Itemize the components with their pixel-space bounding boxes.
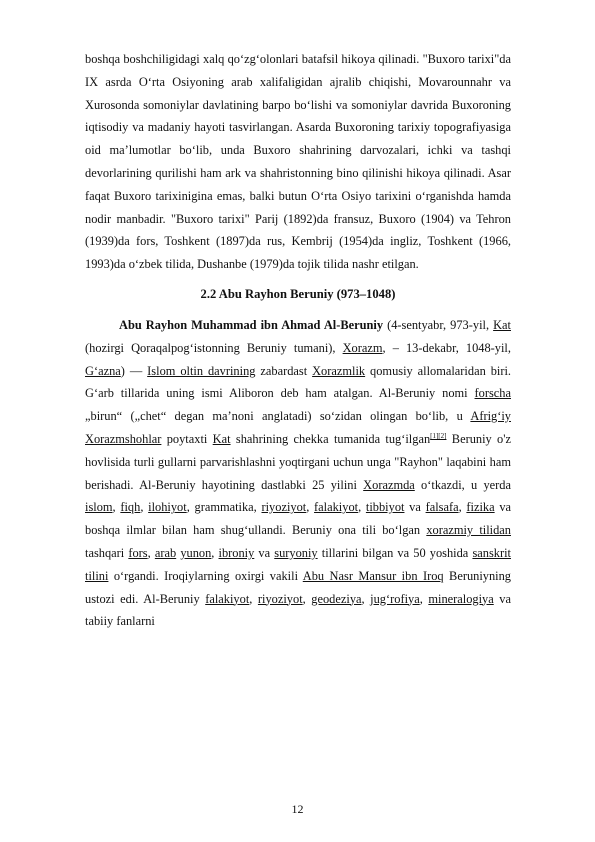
link-ilohiyot[interactable]: ilohiyot bbox=[148, 500, 187, 515]
text: , bbox=[211, 545, 219, 560]
person-name: Abu Rayhon Muhammad ibn Ahmad Al-Beruniy bbox=[119, 317, 384, 332]
text: Beruniyning ustozi edi. Al-Beruniy bbox=[85, 568, 511, 606]
link-gazna[interactable]: G‘azna bbox=[85, 363, 121, 378]
text: va bbox=[404, 500, 426, 515]
link-forscha[interactable]: forscha bbox=[474, 386, 511, 401]
link-kat-2[interactable]: Kat bbox=[212, 431, 231, 446]
page-content bbox=[85, 48, 511, 633]
text: , bbox=[419, 591, 429, 606]
link-arab[interactable]: arab bbox=[154, 545, 177, 560]
text: , grammatika, bbox=[186, 500, 262, 515]
link-fors[interactable]: fors bbox=[128, 545, 148, 560]
text: ) — bbox=[120, 363, 148, 378]
text: , bbox=[306, 500, 315, 515]
link-fiqh[interactable]: fiqh bbox=[120, 500, 141, 515]
text: (hozirgi Qoraqalpog‘istonning Beruniy tumani), bbox=[85, 340, 343, 355]
text: Beruniy o'z hovlisida turli gullarni parvarishlashni yoqtirgani uchun unga "Rayhon" laqabini ham berishadi. Al-Beruniy hayotining dastlabki 25 yilini bbox=[85, 431, 511, 492]
text: (4-sentyabr, 973-yil, bbox=[383, 317, 494, 332]
page-number: 12 bbox=[291, 802, 304, 816]
text: , bbox=[358, 500, 366, 515]
text: , – 13-dekabr, 1048-yil, bbox=[382, 340, 511, 355]
link-tibbiyot[interactable]: tibbiyot bbox=[365, 500, 405, 515]
text: , bbox=[249, 591, 258, 606]
text: va tabiiy fanlarni bbox=[85, 591, 511, 629]
text: tashqari bbox=[85, 545, 129, 560]
link-riyoziyot-2[interactable]: riyoziyot bbox=[257, 591, 303, 606]
text: zabardast bbox=[255, 363, 313, 378]
section-heading: 2.2 Abu Rayhon Beruniy (973–1048) bbox=[200, 286, 396, 301]
text: va boshqa ilmlar bilan ham shug‘ullandi. Beruniy ona tili bo‘lgan bbox=[85, 500, 512, 538]
paragraph-beruniy bbox=[85, 314, 511, 633]
link-xorazmiy-tilidan[interactable]: xorazmiy tilidan bbox=[426, 523, 511, 538]
link-fizika[interactable]: fizika bbox=[466, 500, 495, 515]
link-ibroniy[interactable]: ibroniy bbox=[218, 545, 255, 560]
link-abu-nasr-mansur[interactable]: Abu Nasr Mansur ibn Iroq bbox=[302, 568, 444, 583]
text: , bbox=[302, 591, 312, 606]
text: , bbox=[112, 500, 121, 515]
link-falakiyot-2[interactable]: falakiyot bbox=[205, 591, 250, 606]
text: , bbox=[361, 591, 371, 606]
link-falakiyot[interactable]: falakiyot bbox=[314, 500, 359, 515]
text: , bbox=[458, 500, 467, 515]
link-afrigiy[interactable]: Afrig‘iy bbox=[470, 409, 511, 424]
link-jugrofiya[interactable]: jug‘rofiya bbox=[370, 591, 420, 606]
link-suryoniy[interactable]: suryoniy bbox=[274, 545, 318, 560]
text: , bbox=[140, 500, 149, 515]
text: poytaxti bbox=[161, 431, 213, 446]
link-sanskrit-tilini[interactable]: sanskrit tilini bbox=[85, 545, 511, 583]
text: o‘rgandi. Iroqiylarning oxirgi vakili bbox=[108, 568, 303, 583]
link-islom[interactable]: islom bbox=[85, 500, 113, 515]
link-falsafa[interactable]: falsafa bbox=[425, 500, 459, 515]
link-kat[interactable]: Kat bbox=[493, 317, 511, 332]
link-xorazm[interactable]: Xorazm bbox=[342, 340, 383, 355]
reference-link[interactable]: [1][2] bbox=[430, 431, 447, 440]
link-xorazmshohlar[interactable]: Xorazmshohlar bbox=[85, 431, 162, 446]
link-yunon[interactable]: yunon bbox=[180, 545, 212, 560]
link-riyoziyot[interactable]: riyoziyot bbox=[261, 500, 307, 515]
link-xorazmda[interactable]: Xorazmda bbox=[363, 477, 415, 492]
text: qomusiy allomalaridan biri. G‘arb tillarida uning ismi Aliboron deb ham atalgan. Al-Beruniy nomi bbox=[85, 363, 512, 401]
paragraph-buxoro-tarixi: boshqa boshchiligidagi xalq qo‘zg‘olonlari batafsil hikoya qilinadi. "Buxoro tarixi"da IX asrda O‘rta Osiyoning arab xalifaligidan ajralib chiqishi, Movarounnahr va Xurosonda somoniylar davlatining barpo bo‘lishi va somoniylar davrida Buxoroning iqtisodiy va madaniy hayoti tasvirlangan. Asarda Buxoroning tarixiy topografiyasiga oid ma’lumotlar bo‘lib, unda Buxoro shahrining darvozalari, ichki va tashqi devorlarining qurilishi ham ark va shahristonning bino qilinishi hikoya qilinadi. Asar faqat Buxoro tarixinigina emas, balki butun O‘rta Osiyo tarixini o‘rganishda hamda nodir manbadir. "Buxoro tarixi" Parij (1892)da fransuz, Buxoro (1904) va Tehron (1939)da fors, Toshkent (1897)da rus, Kembrij (1954)da ingliz, Toshkent (1966, 1993)da o‘zbek tilida, Dushanbe (1979)da tojik tilida nashr etilgan. bbox=[85, 52, 511, 272]
text: , bbox=[147, 545, 155, 560]
text: shahrining chekka tumanida tug‘ilgan bbox=[230, 431, 431, 446]
text: tillarini bilgan va 50 yoshida bbox=[317, 545, 473, 560]
text: va bbox=[254, 545, 275, 560]
text: o‘tkazdi, u yerda bbox=[414, 477, 511, 492]
text: „birun“ („chet“ degan ma’noni anglatadi) so‘zidan olingan bo‘lib, u bbox=[85, 409, 471, 424]
link-mineralogiya[interactable]: mineralogiya bbox=[428, 591, 494, 606]
link-islom-oltin-davri[interactable]: Islom oltin davrining bbox=[147, 363, 256, 378]
link-xorazmlik[interactable]: Xorazmlik bbox=[312, 363, 366, 378]
link-geodeziya[interactable]: geodeziya bbox=[311, 591, 362, 606]
